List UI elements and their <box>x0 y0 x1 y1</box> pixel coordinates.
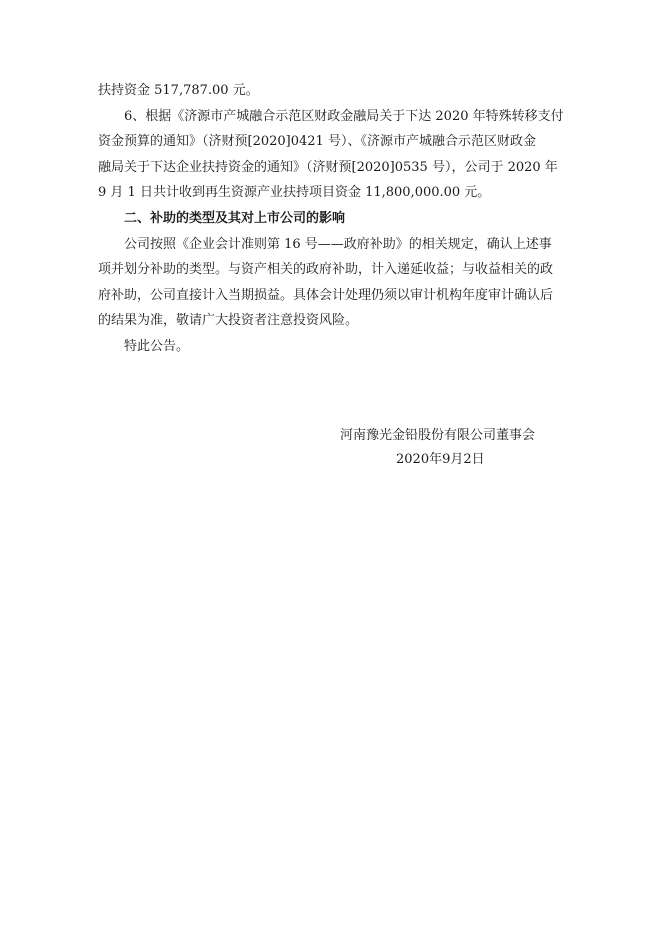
paragraph-line: 融局关于下达企业扶持资金的通知》（济财预[2020]0535 号），公司于 2020 年 <box>98 159 558 175</box>
paragraph-line: 扶持资金 517,787.00 元。 <box>98 83 259 98</box>
section-heading: 二、补助的类型及其对上市公司的影响 <box>124 210 346 226</box>
closing-statement: 特此公告。 <box>124 338 190 354</box>
paragraph-line: 9 月 1 日共计收到再生资源产业扶持项目资金 11,800,000.00 元。 <box>98 185 491 201</box>
paragraph-line: 资金预算的通知》（济财预[2020]0421 号）、《济源市产城融合示范区财政金 <box>98 134 536 150</box>
paragraph-line: 公司按照《企业会计准则第 16 号——政府补助》的相关规定，确认上述事 <box>124 236 552 252</box>
paragraph-line: 6、根据《济源市产城融合示范区财政金融局关于下达 2020 年特殊转移支付 <box>124 108 564 124</box>
signature-company: 河南豫光金铅股份有限公司董事会 <box>340 428 536 443</box>
paragraph-line: 项并划分补助的类型。与资产相关的政府补助，计入递延收益；与收益相关的政 <box>98 262 554 278</box>
document-body <box>98 78 564 360</box>
signature-date: 2020年9月2日 <box>396 452 485 467</box>
paragraph-line: 的结果为准，敬请广大投资者注意投资风险。 <box>98 313 359 329</box>
paragraph-line: 府补助，公司直接计入当期损益。具体会计处理仍须以审计机构年度审计确认后 <box>98 287 554 303</box>
